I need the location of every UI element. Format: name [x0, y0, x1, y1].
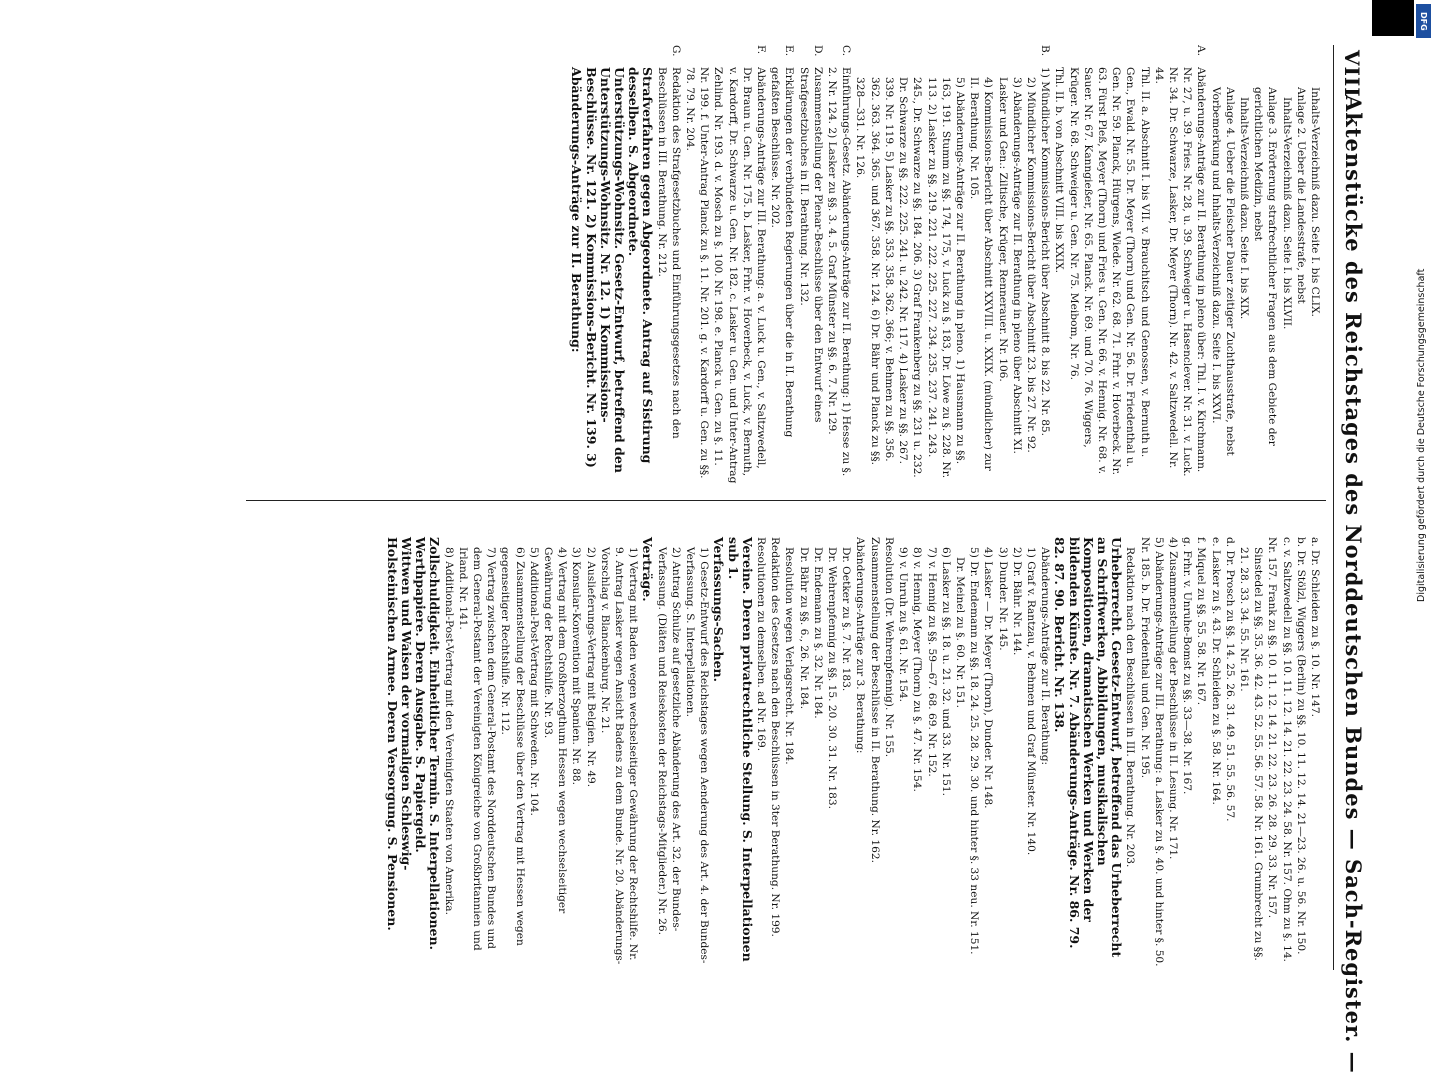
entry-text: 2) Auslieferungs-Vertrag mit Belgien. Nr. 49.	[584, 547, 597, 788]
entry-marker	[768, 515, 782, 537]
entry-marker	[1024, 515, 1038, 537]
entry-marker	[1137, 515, 1165, 537]
index-entry	[910, 515, 924, 970]
entry-text: Strafverfahren gegen Abgeordnete. Antrag auf Sistirung desselben. S. Abgeordnete.	[626, 67, 656, 464]
entry-marker	[953, 515, 967, 537]
entry-marker	[1208, 45, 1236, 67]
entry-text: 5) Additional-Post-Vertrag mit Schweden. Nr. 104.	[527, 547, 540, 816]
entry-marker	[640, 515, 654, 537]
index-entry	[754, 515, 768, 970]
entry-text: 5) Abänderungs-Anträge zur III. Berathung: a. Lasker zu §. 40. und hinter §. 50. Nr. 185. b. Dr. Friedenthal und Gen. Nr. 195.	[1138, 537, 1165, 967]
entry-text: 5) Dr. Endemann zu §§. 18. 24. 25. 28. 29. 30. und hinter §. 33 neu. Nr. 151.	[968, 547, 981, 955]
entry-text: Anlage 4. Ueber die Fleischer Dauer zeitiger Zuchthausstrafe, nebst Vorbemerkung und Inhalts-Verzeichniß dazu. Seite I. bis XXVI.	[1209, 87, 1236, 456]
index-entry	[1152, 45, 1209, 485]
entry-marker	[1251, 45, 1279, 67]
entry-text: 4) Kommissions-Bericht über Abschnitt XXVIII. u. XXIX. (mündlicher) zur II. Berathung. Nr. 105.	[968, 77, 995, 471]
entry-marker	[569, 45, 626, 67]
header-rule	[1333, 45, 1334, 970]
entry-text: 7) v. Hennig zu §§. 59—67. 68. 69. Nr. 152.	[925, 547, 938, 777]
index-entry	[683, 515, 711, 970]
index-entry	[1024, 45, 1038, 485]
entry-text: 1) Vertrag mit Baden wegen wechselseitiger Gewährung der Rechtshilfe. Nr. 9. Antrag Lasker wegen Ansicht Badens zu dem Bunde. Nr. 20. Abänderungs-Vorschlag v. Blanckenburg. Nr. 21.	[598, 547, 640, 965]
column-divider	[246, 500, 1326, 501]
entry-text: f. Miquel zu §§. 55. 58. Nr. 167.	[1195, 537, 1208, 706]
entry-text: Redaktion des Strafgesetzbuches und Einführungsgesetzes nach den Beschlüssen in III. Berathung. Nr. 212.	[655, 67, 682, 439]
entry-text: Urheberrecht. Gesetz-Entwurf, betreffend das Urheberrecht an Schriftwerken, Abbildungen, musikalischen Kompositionen, dramatischen Werken und Werken der bildenden Künste. Nr. 7. Abänderungs-Anträge. Nr. 86. 79. 82. 87. 90. Bericht. Nr. 138.	[1052, 537, 1125, 958]
index-entry	[725, 515, 753, 970]
index-entry	[711, 515, 725, 970]
index-entry	[527, 515, 541, 970]
entry-marker	[811, 515, 825, 537]
entry-text: Thl. II. b. von Abschnitt VIII. bis XXIX.	[1053, 67, 1066, 273]
entry-text: e. Lasker zu §. 43. Dr. Schleiden zu §. 58. Nr. 164.	[1209, 537, 1222, 805]
index-entry	[995, 515, 1009, 970]
index-entry	[1308, 515, 1322, 970]
index-entry	[1294, 515, 1308, 970]
page-number: VIII	[1340, 50, 1364, 98]
entry-marker	[527, 515, 541, 537]
index-entry	[385, 515, 413, 970]
index-entry	[768, 515, 782, 970]
index-entry	[796, 515, 810, 970]
entry-marker	[754, 515, 768, 537]
entry-text: Einführungs-Gesetz. Abänderungs-Anträge zur II. Berathung: 1) Hesse zu §. 2. Nr. 124. 2) Lasker zu §§. 3. 4. 5. Graf Münster zu §§. 6. 7. Nr. 129.	[826, 67, 853, 477]
index-entry	[1208, 45, 1236, 485]
entry-marker	[1265, 515, 1293, 537]
entry-text: 9) v. Unruh zu §. 61. Nr. 154.	[897, 547, 910, 703]
entry-marker	[1194, 515, 1208, 537]
entry-marker	[868, 515, 882, 537]
entry-text: d. Dr. Prosch zu §§. 14. 25. 26. 31. 49. 51. 55. 56. 57.	[1223, 537, 1236, 822]
entry-marker	[1237, 45, 1251, 67]
entry-text: 8) v. Hennig, Meyer (Thorn) zu §. 47. Nr. 154.	[911, 547, 924, 792]
index-entry	[1024, 515, 1038, 970]
index-entry	[939, 515, 953, 970]
entry-text: Dr. Bähr zu §§. 6., 26. Nr. 184.	[797, 547, 810, 710]
entry-text: 1) Mündlicher Kommissions-Bericht über Abschnitt 8. bis 22. Nr. 85.	[1039, 67, 1052, 437]
index-entry	[853, 45, 967, 485]
entry-marker	[995, 45, 1023, 67]
entry-text: 8) Additional-Post-Vertrag mit den Vereinigten Staaten von Amerika.	[442, 547, 455, 915]
index-entry	[654, 515, 682, 970]
index-entry	[796, 45, 824, 485]
index-entry	[995, 45, 1023, 485]
entry-text: Abänderungs-Anträge zur II. Berathung:	[1039, 547, 1052, 766]
entry-text: 1) Gesetz-Entwurf des Reichstages wegen Aenderung des Art. 4. der Bundes-Verfassung. S. Interpellationen.	[684, 547, 711, 964]
entry-marker: F.	[755, 45, 768, 55]
index-entry	[1166, 515, 1180, 970]
entry-marker	[1066, 45, 1151, 67]
entry-marker: A.	[1195, 45, 1208, 57]
index-entry	[1279, 45, 1293, 485]
index-entry	[924, 515, 938, 970]
entry-text: Resolution wegen Verlagsrecht. Nr. 184.	[783, 547, 796, 765]
entry-text: 5) Abänderungs-Anträge zur II. Berathung in pleno. 1) Hausmann zu §§. 163, 191. Stumm zu §§. 174, 175, v. Luck zu §. 183, Dr. Löwe zu §. 228. Nr. 113. 2) Lasker zu §§. 219. 221. 222. 225. 227. 234. 235. 237. 241. 243. 245., Dr. Schwarze zu §§. 184. 206. 3) Graf Frankenberg zu §§. 231 u. 232. Dr. Schwarze zu §§. 222. 225. 241. u. 242. Nr. 117. 4) Lasker zu §§. 267. 339. Nr. 119. 5) Lasker zu §§. 353. 358. 362. 366; v. Behmen zu §§. 356. 362. 363. 364. 365. und 367. 358. Nr. 124. 6) Dr. Bähr und Planck zu §§. 328—331. Nr. 126.	[854, 77, 966, 479]
index-entry	[413, 515, 427, 970]
entry-marker	[1279, 45, 1293, 67]
entry-text: Erklärungen der verbündeten Regierungen über die in II. Berathung gefaßten Beschlüsse. Nr. 202.	[769, 67, 796, 438]
index-entry	[569, 515, 583, 970]
entry-marker	[1038, 515, 1052, 537]
entry-text: 3) Dunder. Nr. 145.	[996, 547, 1009, 651]
entry-marker	[1294, 45, 1308, 67]
entry-text: 3) Konsular-Konvention mit Spanien. Nr. 88.	[570, 547, 583, 786]
entry-marker: D.	[811, 45, 824, 57]
entry-text: Verfassungs-Sachen.	[711, 537, 727, 683]
index-entry	[967, 45, 995, 485]
dfg-logo: DFG	[1416, 4, 1431, 38]
index-entry	[1052, 45, 1066, 485]
index-entry	[1194, 515, 1208, 970]
entry-text: 4) Zusammenstellung der Beschlüsse in II. Lesung. Nr. 171.	[1166, 537, 1179, 860]
index-entry	[654, 45, 682, 485]
index-entry	[825, 45, 853, 485]
entry-text: g. Frhr. v. Unruhe-Bomst zu §§. 33—38. Nr. 167.	[1181, 537, 1194, 795]
entry-marker	[1223, 515, 1237, 537]
entry-text: 2) Mündlicher Kommissions-Bericht über Abschnitt 23. bis 27. Nr. 92.	[1024, 77, 1037, 453]
entry-marker	[796, 515, 810, 537]
entry-text: 3) Abänderungs-Anträge zur II. Berathung in pleno über Abschnitt XI. Lasker und Gen.: Ziltische, Krüger, Rennerauer. Nr. 106.	[996, 77, 1023, 454]
entry-text: 7) Vertrag zwischen dem General-Postamt des Norddeutschen Bundes und dem General-Postamt der Vereinigten Königreiche von Großbritannien und Irland. Nr. 141.	[456, 547, 498, 951]
index-entry	[1066, 45, 1151, 485]
entry-text: Inhalts-Verzeichniß dazu. Seite I. bis CLIX.	[1309, 87, 1321, 317]
index-entry	[427, 515, 441, 970]
entry-marker	[995, 515, 1009, 537]
entry-marker	[654, 515, 682, 537]
entry-marker	[910, 515, 924, 537]
index-entry	[569, 45, 626, 485]
entry-marker	[1208, 515, 1222, 537]
index-entry	[1208, 515, 1222, 970]
entry-marker	[1166, 515, 1180, 537]
entry-text: Abänderungs-Anträge zur III. Berathung: a. v. Luck u. Gen., v. Saltzwedell, Dr. Braun u. Gen. Nr. 175. b. Lasker, Frhr. v. Hoverbeck, v. Luck, v. Bernuth, v. Kardorff, Dr. Schwarze u. Gen. Nr. 182. c. Lasker u. Gen. und Unter-Antrag Zehlind. Nr. 193. d. v. Mosch zu §. 100. Nr. 198. e. Planck u. Gen. zu §. 11. Nr. 199. f. Unter-Antrag Planck zu §. 11. Nr. 201. g. v. Kardorff u. Gen. zu §§. 78. 79. Nr. 204.	[684, 67, 768, 484]
index-entry	[896, 515, 910, 970]
digitization-credit: Digitalisierung gefördert durch die Deutsche Forschungsgemeinschaft	[1416, 268, 1427, 602]
entry-marker: G.	[669, 45, 682, 57]
entry-marker	[853, 515, 867, 537]
entry-text: 2) Antrag Schulze auf gesetzliche Abänderung des Art. 32. der Bundes-Verfassung. (Diäten und Reisekosten der Reichstags-Mitglieder.) Nr. 26.	[655, 547, 682, 935]
entry-text: Inhalts-Verzeichniß dazu. Seite I. bis XLVII.	[1280, 97, 1293, 330]
entry-text: Resolutionen zu demselben. ad Nr. 169.	[755, 537, 768, 752]
entry-marker	[825, 515, 839, 537]
entry-marker	[1308, 515, 1322, 537]
index-entry	[1180, 515, 1194, 970]
entry-marker	[385, 515, 413, 537]
index-entry	[1265, 515, 1293, 970]
digitization-sidebar	[1372, 0, 1432, 1000]
index-entry	[456, 515, 499, 970]
entry-text: 6) Zusammenstellung der Beschlüsse über den Vertrag mit Hessen wegen gegenseitiger Rechtshilfe. Nr. 112.	[499, 547, 526, 946]
entry-marker	[839, 515, 853, 537]
entry-marker	[1180, 515, 1194, 537]
entry-marker	[782, 515, 796, 537]
entry-marker: E.	[783, 45, 796, 57]
index-entry	[1308, 45, 1322, 485]
entry-text: 4) Lasker — Dr. Meyer (Thorn), Dunder. Nr. 148.	[982, 547, 995, 809]
index-entry	[853, 515, 867, 970]
entry-text: Dr. Oetker zu §. 7. Nr. 183.	[840, 547, 853, 692]
entry-text: Anlage 2. Ueber die Landesstrafe, nebst	[1294, 87, 1307, 304]
entry-marker: B.	[1039, 45, 1052, 57]
entry-marker	[967, 45, 995, 67]
index-entry	[825, 515, 839, 970]
entry-text: Abänderungs-Anträge zur II. Berathung in pleno über: Thl. I. v. Kirchmann. Nr. 27, u. 39. Fries. Nr. 28, u. 39. Schweiger u. Hasenclever. Nr. 31. v. Luck. Nr. 34. Dr. Schwarze, Lasker, Dr. Meyer (Thorn). Nr. 42. v. Saltzwedell. Nr. 44.	[1152, 67, 1208, 477]
running-title: Aktenstücke des Reichstages des Norddeutschen Bundes — Sach-Register. —	[1341, 95, 1366, 1074]
entry-text: Abänderungs-Anträge zur 3. Berathung:	[854, 537, 867, 754]
entry-text: Dr. Endemann zu §. 32. Nr. 184.	[811, 547, 824, 719]
entry-text: Resolution (Dr. Wehrenpfennig). Nr. 155.	[882, 537, 895, 758]
entry-marker: C.	[840, 45, 853, 57]
entry-marker	[967, 515, 981, 537]
index-entry	[1010, 515, 1024, 970]
entry-marker	[427, 515, 441, 537]
entry-text: Zollschuldigkeit. Einheitlicher Termin. S. Interpellationen.	[427, 537, 443, 950]
entry-text: Sinstedel zu §§. 35. 36. 42. 43. 52. 55. 56. 57. 58. Nr. 161. Grumbrecht zu §§. 21. 28. 33. 34. 55. Nr. 161.	[1237, 547, 1265, 961]
entry-text: Unterstützungs-Wohnsitz. Gesetz-Entwurf, betreffend den Unterstützungs-Wohnsitz. Nr. 12. 1) Kommissions-Beschlüsse. Nr. 121. 2) Kommissions-Bericht. Nr. 139. 3) Abänderungs-Anträge zur II. Berathung:	[569, 67, 628, 473]
index-entry	[626, 45, 654, 485]
entry-text: Verträge.	[640, 537, 656, 602]
entry-marker	[598, 515, 641, 537]
index-entry	[583, 515, 597, 970]
index-entry	[683, 45, 768, 485]
entry-marker	[981, 515, 995, 537]
entry-text: 4) Vertrag mit dem Großherzogthum Hessen wegen wechselseitiger Gewährung der Rechtshilfe. Nr. 93.	[542, 547, 569, 914]
entry-marker	[441, 515, 455, 537]
entry-marker	[413, 515, 427, 537]
entry-marker	[1294, 515, 1308, 537]
index-entry	[1038, 45, 1052, 485]
entry-text: Thl. II. a. Abschnitt I. bis VII. v. Brauchitsch und Genossen, v. Bernuth u. Gen., Ewald. Nr. 55. Dr. Meyer (Thorn) und Gen. Nr. 56. Dr. Friedenthal u. Gen. Nr. 59. Planck, Hürgens, Wiede. Nr. 62. 68. 71. Frhr. v. Hoverbeck. Nr. 63. Fürst Pleß, Meyer (Thorn) und Fries u. Gen. Nr. 66. v. Hennig. Nr. 68. v. Sauer. Nr. 67. Kanngießer, Nr. 65. Planck. Nr. 69. und 70. 76. Wiggers, Krüger. Nr. 68. Schweiger u. Gen. Nr. 75. Meibom, Nr. 76.	[1067, 67, 1151, 475]
index-entry	[882, 515, 896, 970]
index-entry	[541, 515, 569, 970]
entry-marker	[725, 515, 753, 537]
index-entry	[1123, 515, 1137, 970]
right-column	[385, 515, 1322, 970]
entry-marker	[924, 515, 938, 537]
page-header	[1330, 0, 1370, 1074]
index-entry	[1052, 515, 1123, 970]
entry-marker	[853, 45, 967, 67]
entry-text: 2) Dr. Bähr. Nr. 144.	[1010, 547, 1023, 656]
entry-marker	[1237, 515, 1265, 537]
scan-corner-block	[1372, 0, 1414, 36]
index-entry	[1137, 515, 1165, 970]
entry-marker	[569, 515, 583, 537]
index-entry	[640, 515, 654, 970]
entry-marker	[1010, 515, 1024, 537]
entry-text: b. Dr. Stölzl, Wiggers (Berlin) zu §§. 10. 11. 12. 14. 21—23. 26. u. 56. Nr. 150.	[1294, 537, 1307, 955]
entry-marker	[583, 515, 597, 537]
entry-marker	[882, 515, 896, 537]
index-entry	[839, 515, 853, 970]
index-entry	[598, 515, 641, 970]
index-entry	[441, 515, 455, 970]
entry-text: Dr. Wehrenpfennig zu §§. 15. 20. 30. 31. Nr. 183.	[826, 547, 839, 810]
entry-marker	[683, 515, 711, 537]
entry-marker	[456, 515, 499, 537]
index-entry	[1251, 45, 1279, 485]
entry-marker	[1024, 45, 1038, 67]
entry-text: Redaktion des Gesetzes nach den Beschlüssen in 3ter Berathung. Nr. 199.	[769, 537, 782, 937]
entry-text: Vereine. Deren privatrechtliche Stellung. S. Interpellationen sub 1.	[725, 537, 755, 962]
entry-text: a. Dr. Schleiden zu §. 10. Nr. 147.	[1309, 537, 1321, 717]
index-entry	[811, 515, 825, 970]
entry-text: 6) Lasker zu §§. 18. u. 21. 32. und 33. Nr. 151.	[939, 547, 952, 796]
entry-marker	[498, 515, 526, 537]
entry-marker	[626, 45, 654, 67]
index-entry	[498, 515, 526, 970]
entry-marker	[896, 515, 910, 537]
entry-text: 1) Graf v. Rantzau, v. Behmen und Graf Münster. Nr. 140.	[1024, 547, 1037, 856]
entry-text: Wittwen und Waisen der vormaligen Schleswig-Holsteinischen Armee. Deren Versorgung. S. Pensionen.	[384, 537, 414, 931]
left-column	[569, 45, 1322, 485]
entry-marker	[939, 515, 953, 537]
entry-text: Dr. Meinel zu §. 60. Nr. 151.	[953, 557, 966, 708]
entry-text: Zusammenstellung der Plenar-Beschlüsse über den Entwurf eines Strafgesetzbuches in II. Berathung. Nr. 132.	[797, 67, 824, 423]
entry-marker	[711, 515, 725, 537]
index-entry	[1038, 515, 1052, 970]
index-entry	[981, 515, 995, 970]
index-entry	[1223, 515, 1237, 970]
index-entry	[1294, 45, 1308, 485]
entry-text: Redaktion nach den Beschlüssen in III. Berathung. Nr. 203.	[1124, 547, 1137, 868]
index-entry	[953, 515, 967, 970]
entry-marker	[541, 515, 569, 537]
index-entry	[1237, 515, 1265, 970]
entry-marker	[1123, 515, 1137, 537]
entry-marker	[1052, 45, 1066, 67]
index-entry	[967, 515, 981, 970]
entry-marker	[1308, 45, 1322, 67]
index-entry	[768, 45, 796, 485]
index-entry	[1237, 45, 1251, 485]
entry-text: Inhalts-Verzeichniß dazu. Seite I. bis XIX.	[1237, 97, 1250, 320]
entry-text: Anlage 3. Erörterung strafrechtlicher Fragen aus dem Gebiete der gerichtlichen Medizin, nebst	[1252, 87, 1279, 446]
entry-marker	[1052, 515, 1123, 537]
entry-text: c. v. Saltzwedell zu §§. 10. 11. 12. 14. 21. 22. 23. 24. 58. Nr. 157. Ohm zu §. 14. Nr. 157. Frank zu §§. 10. 11. 12. 14. 21. 22. 23. 26. 28. 29. 33. Nr. 157.	[1266, 537, 1293, 962]
index-entry	[868, 515, 882, 970]
index-entry	[782, 515, 796, 970]
entry-text: Werthpapiere. Deren Ausgabe. S. Papiergeld.	[413, 537, 429, 853]
entry-text: Zusammenstellung der Beschlüsse in II. Berathung. Nr. 162.	[868, 537, 881, 863]
